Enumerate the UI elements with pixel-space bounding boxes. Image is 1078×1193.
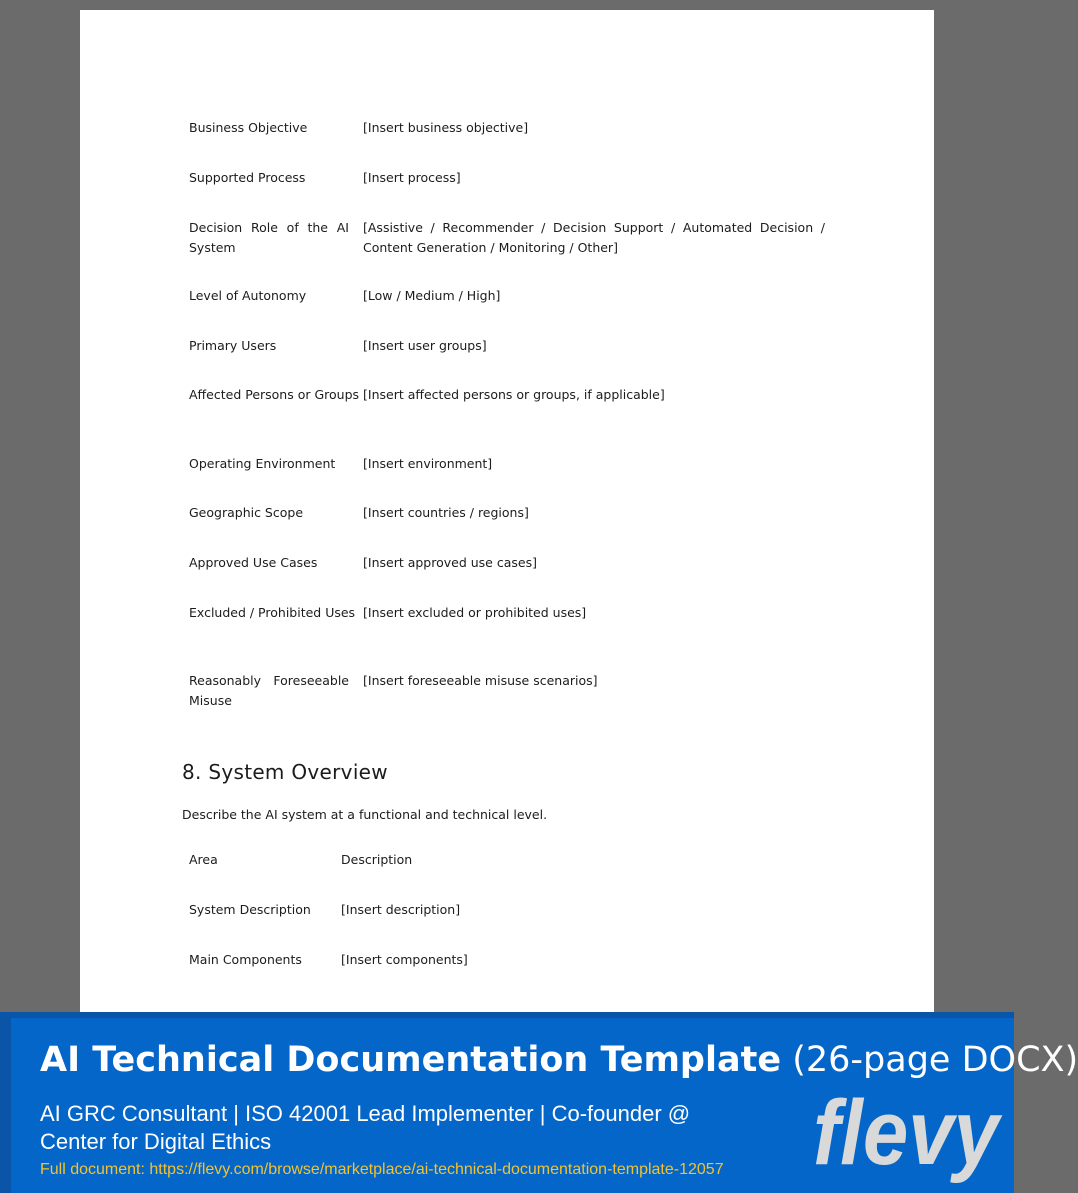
flevy-logo-text: flevy	[813, 1082, 1003, 1184]
row-value: [Insert user groups]	[363, 338, 487, 353]
row-value: [Insert approved use cases]	[363, 555, 537, 570]
promo-banner	[0, 1012, 1078, 1193]
row-label: Level of Autonomy	[189, 288, 307, 303]
row-value: [Low / Medium / High]	[363, 288, 501, 303]
flevy-logo	[809, 1082, 1004, 1184]
row-label: Primary Users	[189, 338, 277, 353]
row-area: System Description	[189, 902, 311, 917]
row-description: [Insert description]	[341, 902, 461, 917]
row-value: [Insert affected persons or groups, if applicable]	[363, 387, 665, 402]
row-value: [Insert process]	[363, 170, 461, 185]
row-label: Affected Persons or Groups	[189, 387, 360, 402]
row-label: Approved Use Cases	[189, 555, 318, 570]
row-value: [Insert business objective]	[363, 120, 529, 135]
row-label: Supported Process	[189, 170, 306, 185]
banner-author: AI GRC Consultant | ISO 42001 Lead Implementer | Co-founder @ Center for Digital Ethics	[40, 1101, 691, 1154]
section-intro: Describe the AI system at a functional and technical level.	[182, 807, 548, 822]
row-value: [Insert foreseeable misuse scenarios]	[363, 673, 598, 688]
column-header-area: Area	[189, 852, 218, 867]
banner-title-suffix: (26-page DOCX)	[781, 1040, 1078, 1080]
banner-document-link[interactable]: Full document: https://flevy.com/browse/marketplace/ai-technical-documentation-template-12057	[40, 1161, 724, 1178]
row-label: Operating Environment	[189, 456, 336, 471]
row-label: Geographic Scope	[189, 505, 304, 520]
column-header-description: Description	[341, 852, 413, 867]
row-value: [Assistive / Recommender / Decision Support / Automated Decision / Content Generation / Monitoring / Other]	[363, 220, 825, 255]
row-value: [Insert excluded or prohibited uses]	[363, 605, 587, 620]
row-area: Main Components	[189, 952, 302, 967]
row-label: Excluded / Prohibited Uses	[189, 605, 356, 620]
row-description: [Insert components]	[341, 952, 468, 967]
promo-banner-panel	[11, 1018, 1078, 1193]
row-value: [Insert environment]	[363, 456, 493, 471]
row-value: [Insert countries / regions]	[363, 505, 529, 520]
banner-title-main: AI Technical Documentation Template	[40, 1040, 782, 1080]
banner-title	[40, 1040, 1078, 1080]
section-heading: 8. System Overview	[182, 760, 388, 784]
row-label: Reasonably Foreseeable Misuse	[189, 673, 349, 708]
row-label: Decision Role of the AI System	[189, 220, 349, 255]
row-label: Business Objective	[189, 120, 308, 135]
